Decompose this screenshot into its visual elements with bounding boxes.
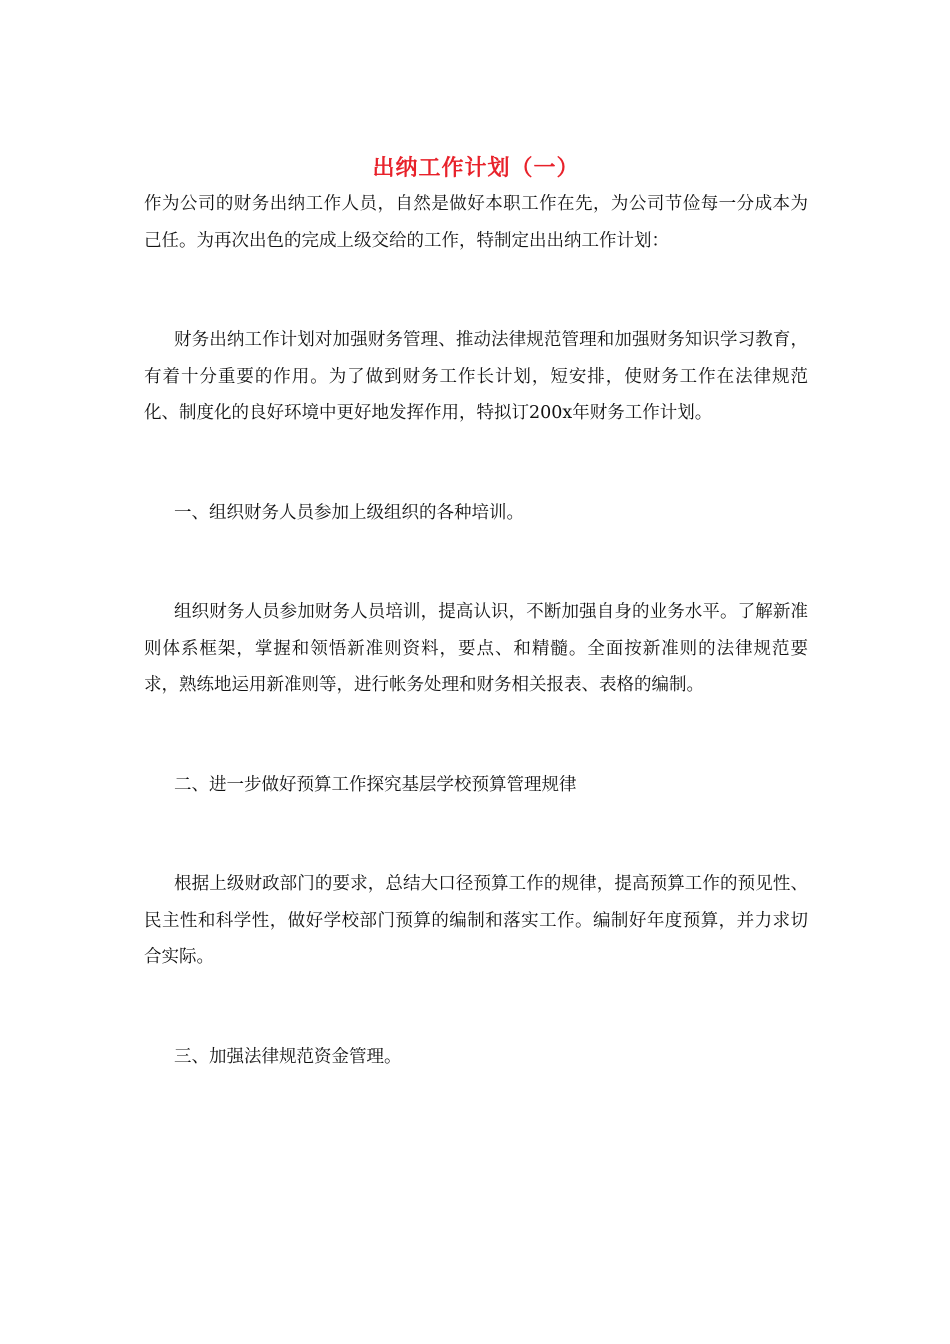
overview-paragraph: 财务出纳工作计划对加强财务管理、推动法律规范管理和加强财务知识学习教育，有着十分重要的作用。为了做到财务工作长计划，短安排，使财务工作在法律规范化、制度化的良好环境中更好地发挥作用，特拟订200x年财务工作计划。: [144, 330, 808, 423]
document-title: 出纳工作计划（一）: [372, 155, 580, 181]
document-body: [144, 150, 808, 1075]
section-heading-3: 三、加强法律规范资金管理。: [174, 1046, 402, 1067]
section-body-1: 组织财务人员参加财务人员培训，提高认识，不断加强自身的业务水平。了解新准则体系框架，掌握和领悟新准则资料，要点、和精髓。全面按新准则的法律规范要求，熟练地运用新准则等，进行帐务处理和财务相关报表、表格的编制。: [144, 602, 808, 695]
intro-paragraph: 作为公司的财务出纳工作人员，自然是做好本职工作在先，为公司节俭每一分成本为己任。为再次出色的完成上级交给的工作，特制定出出纳工作计划：: [144, 194, 808, 251]
section-heading-1: 一、组织财务人员参加上级组织的各种培训。: [174, 502, 524, 523]
section-heading-2: 二、进一步做好预算工作探究基层学校预算管理规律: [174, 774, 577, 795]
section-body-2: 根据上级财政部门的要求，总结大口径预算工作的规律，提高预算工作的预见性、民主性和科学性，做好学校部门预算的编制和落实工作。编制好年度预算，并力求切合实际。: [144, 874, 808, 967]
